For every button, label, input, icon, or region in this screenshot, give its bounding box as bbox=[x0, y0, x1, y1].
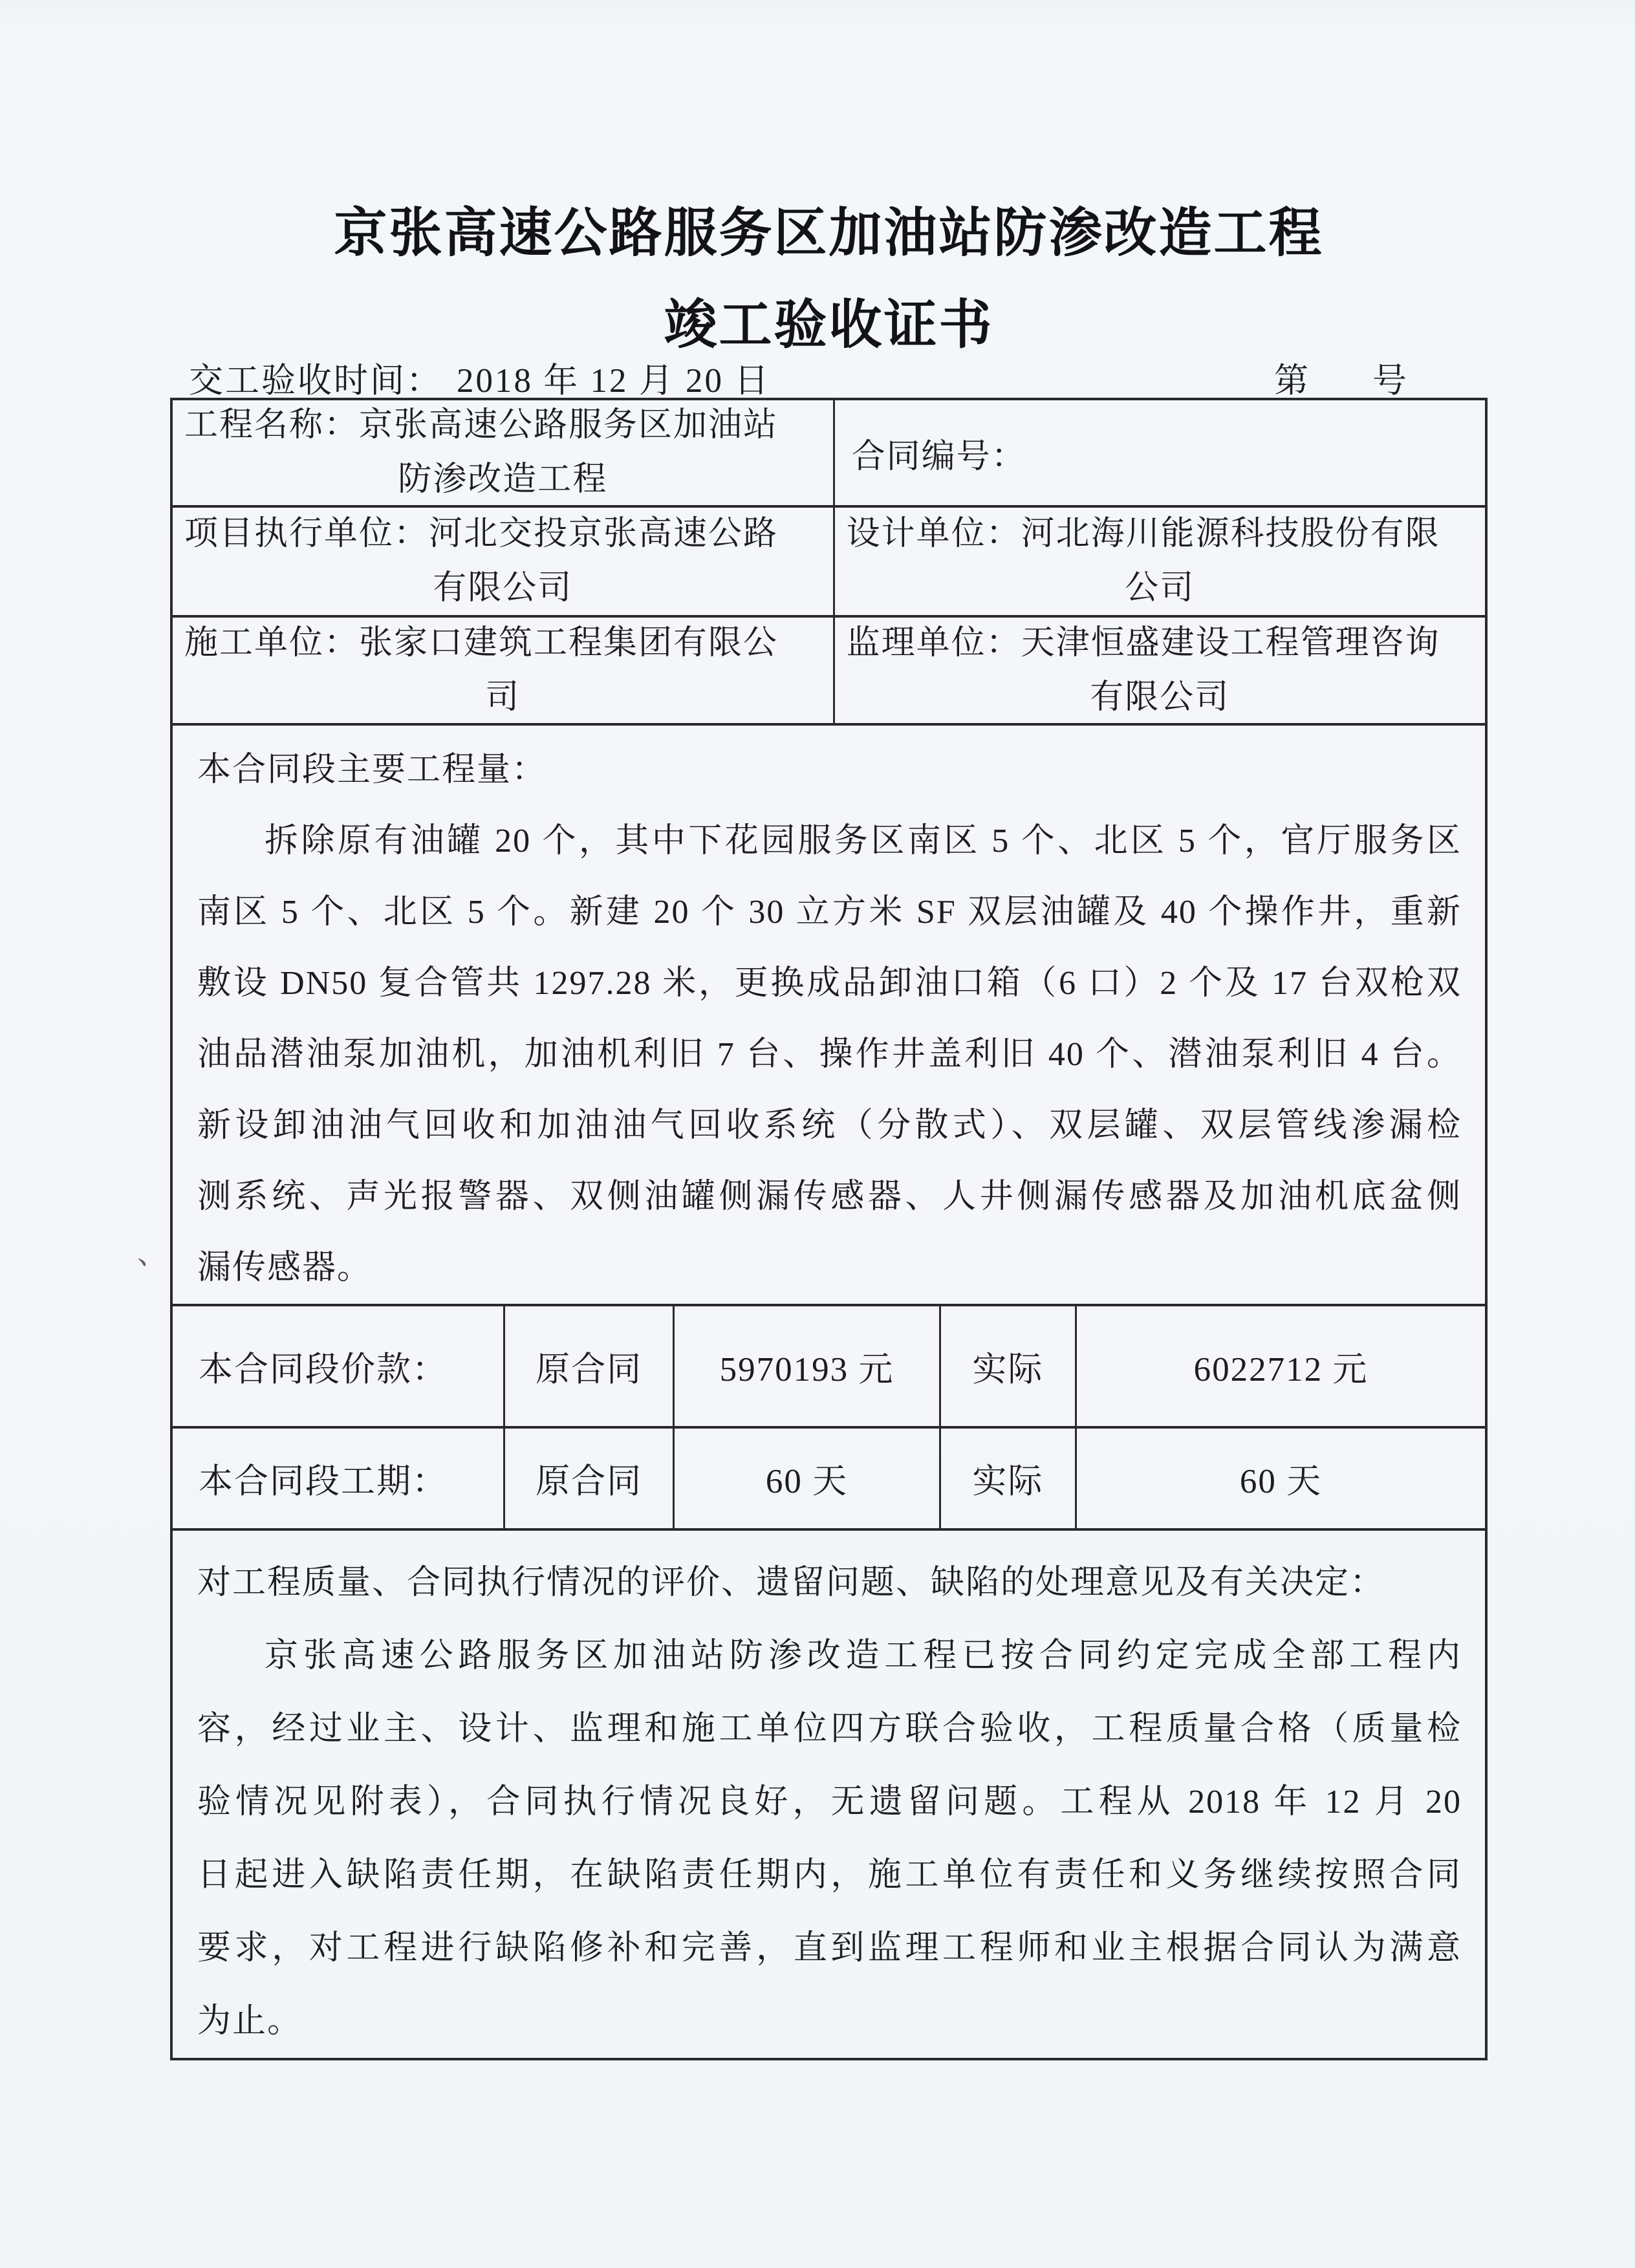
main-works-line: 敷设 DN50 复合管共 1297.28 米，更换成品卸油口箱（6 口）2 个及 17 台双枪双 bbox=[197, 965, 1462, 1002]
executing-unit-line2: 有限公司 bbox=[433, 570, 573, 607]
table-row-units-1 bbox=[173, 508, 1485, 618]
table-row-project-name bbox=[173, 400, 1485, 508]
supervision-unit-line1: 监理单位：天津恒盛建设工程管理咨询 bbox=[846, 624, 1440, 662]
table-row-evaluation bbox=[173, 1531, 1485, 2058]
main-works-line: 油品潜油泵加油机，加油机利旧 7 台、操作井盖利旧 40 个、潜油泵利旧 4 台。 bbox=[197, 1036, 1462, 1073]
contract-number-cell bbox=[833, 400, 1485, 505]
document-number-prefix: 第 bbox=[1274, 362, 1310, 400]
design-unit-line2: 公司 bbox=[1125, 570, 1195, 607]
main-works-cell bbox=[173, 726, 1485, 1304]
table-row-main-works bbox=[173, 726, 1485, 1306]
duration-actual-value: 60 天 bbox=[1075, 1429, 1485, 1528]
document-title-line1: 京张高速公路服务区加油站防渗改造工程 bbox=[334, 204, 1324, 263]
price-actual-value: 6022712 元 bbox=[1075, 1306, 1485, 1426]
main-works-heading: 本合同段主要工程量： bbox=[197, 751, 547, 788]
main-works-line: 新设卸油油气回收和加油油气回收系统（分散式）、双层罐、双层管线渗漏检 bbox=[197, 1107, 1462, 1144]
evaluation-cell bbox=[173, 1531, 1485, 2058]
document-number-suffix: 号 bbox=[1372, 362, 1409, 400]
contract-price-label: 本合同段价款： bbox=[199, 1350, 448, 1388]
acceptance-header-row bbox=[189, 353, 1481, 402]
main-works-line: 南区 5 个、北区 5 个。新建 20 个 30 立方米 SF 双层油罐及 40 个操作井，重新 bbox=[197, 894, 1462, 931]
supervision-unit-cell bbox=[833, 618, 1485, 723]
duration-original-label: 原合同 bbox=[503, 1429, 673, 1528]
evaluation-line: 要求，对工程进行缺陷修补和完善，直到监理工程师和业主根据合同认为满意 bbox=[197, 1930, 1462, 1967]
project-name-line2: 防渗改造工程 bbox=[398, 461, 608, 498]
duration-actual-label: 实际 bbox=[939, 1429, 1075, 1528]
price-actual-label: 实际 bbox=[939, 1306, 1075, 1426]
evaluation-line: 为止。 bbox=[197, 2003, 303, 2040]
scan-artifact-mark: 、 bbox=[137, 1237, 167, 1270]
evaluation-line: 验情况见附表），合同执行情况良好，无遗留问题。工程从 2018 年 12 月 20 bbox=[197, 1784, 1462, 1820]
executing-unit-cell bbox=[173, 508, 833, 615]
main-works-line: 漏传感器。 bbox=[197, 1249, 373, 1286]
document-title-line2: 竣工验收证书 bbox=[664, 296, 994, 354]
acceptance-certificate-table bbox=[170, 398, 1488, 2060]
main-works-line: 拆除原有油罐 20 个，其中下花园服务区南区 5 个、北区 5 个，官厅服务区 bbox=[265, 823, 1462, 859]
supervision-unit-line2: 有限公司 bbox=[1090, 678, 1230, 716]
contract-number-label: 合同编号： bbox=[851, 438, 1026, 475]
acceptance-time bbox=[189, 353, 770, 402]
project-name-line1: 工程名称：京张高速公路服务区加油站 bbox=[184, 407, 779, 444]
construction-unit-cell bbox=[173, 618, 833, 723]
evaluation-line: 日起进入缺陷责任期，在缺陷责任期内，施工单位有责任和义务继续按照合同 bbox=[197, 1857, 1462, 1894]
construction-unit-line2: 司 bbox=[485, 678, 521, 716]
evaluation-line: 京张高速公路服务区加油站防渗改造工程已按合同约定完成全部工程内 bbox=[265, 1637, 1462, 1674]
document-number bbox=[1274, 353, 1481, 402]
acceptance-date-value: 2018 年 12 月 20 日 bbox=[457, 362, 771, 400]
contract-duration-label: 本合同段工期： bbox=[199, 1463, 448, 1500]
construction-unit-line1: 施工单位：张家口建筑工程集团有限公 bbox=[184, 624, 779, 662]
design-unit-cell bbox=[833, 508, 1485, 615]
table-row-contract-price bbox=[173, 1306, 1485, 1429]
price-original-value: 5970193 元 bbox=[673, 1306, 939, 1426]
acceptance-time-label: 交工验收时间： bbox=[189, 362, 442, 400]
main-works-line: 测系统、声光报警器、双侧油罐侧漏传感器、人井侧漏传感器及加油机底盆侧 bbox=[197, 1178, 1462, 1215]
table-row-units-2 bbox=[173, 618, 1485, 726]
price-original-label: 原合同 bbox=[503, 1306, 673, 1426]
duration-original-value: 60 天 bbox=[673, 1429, 939, 1528]
executing-unit-line1: 项目执行单位：河北交投京张高速公路 bbox=[184, 515, 779, 552]
evaluation-line: 容，经过业主、设计、监理和施工单位四方联合验收，工程质量合格（质量检 bbox=[197, 1711, 1462, 1747]
evaluation-heading: 对工程质量、合同执行情况的评价、遗留问题、缺陷的处理意见及有关决定： bbox=[197, 1564, 1385, 1601]
project-name-cell bbox=[173, 400, 833, 505]
design-unit-line1: 设计单位：河北海川能源科技股份有限 bbox=[846, 515, 1440, 552]
table-row-contract-duration bbox=[173, 1429, 1485, 1531]
